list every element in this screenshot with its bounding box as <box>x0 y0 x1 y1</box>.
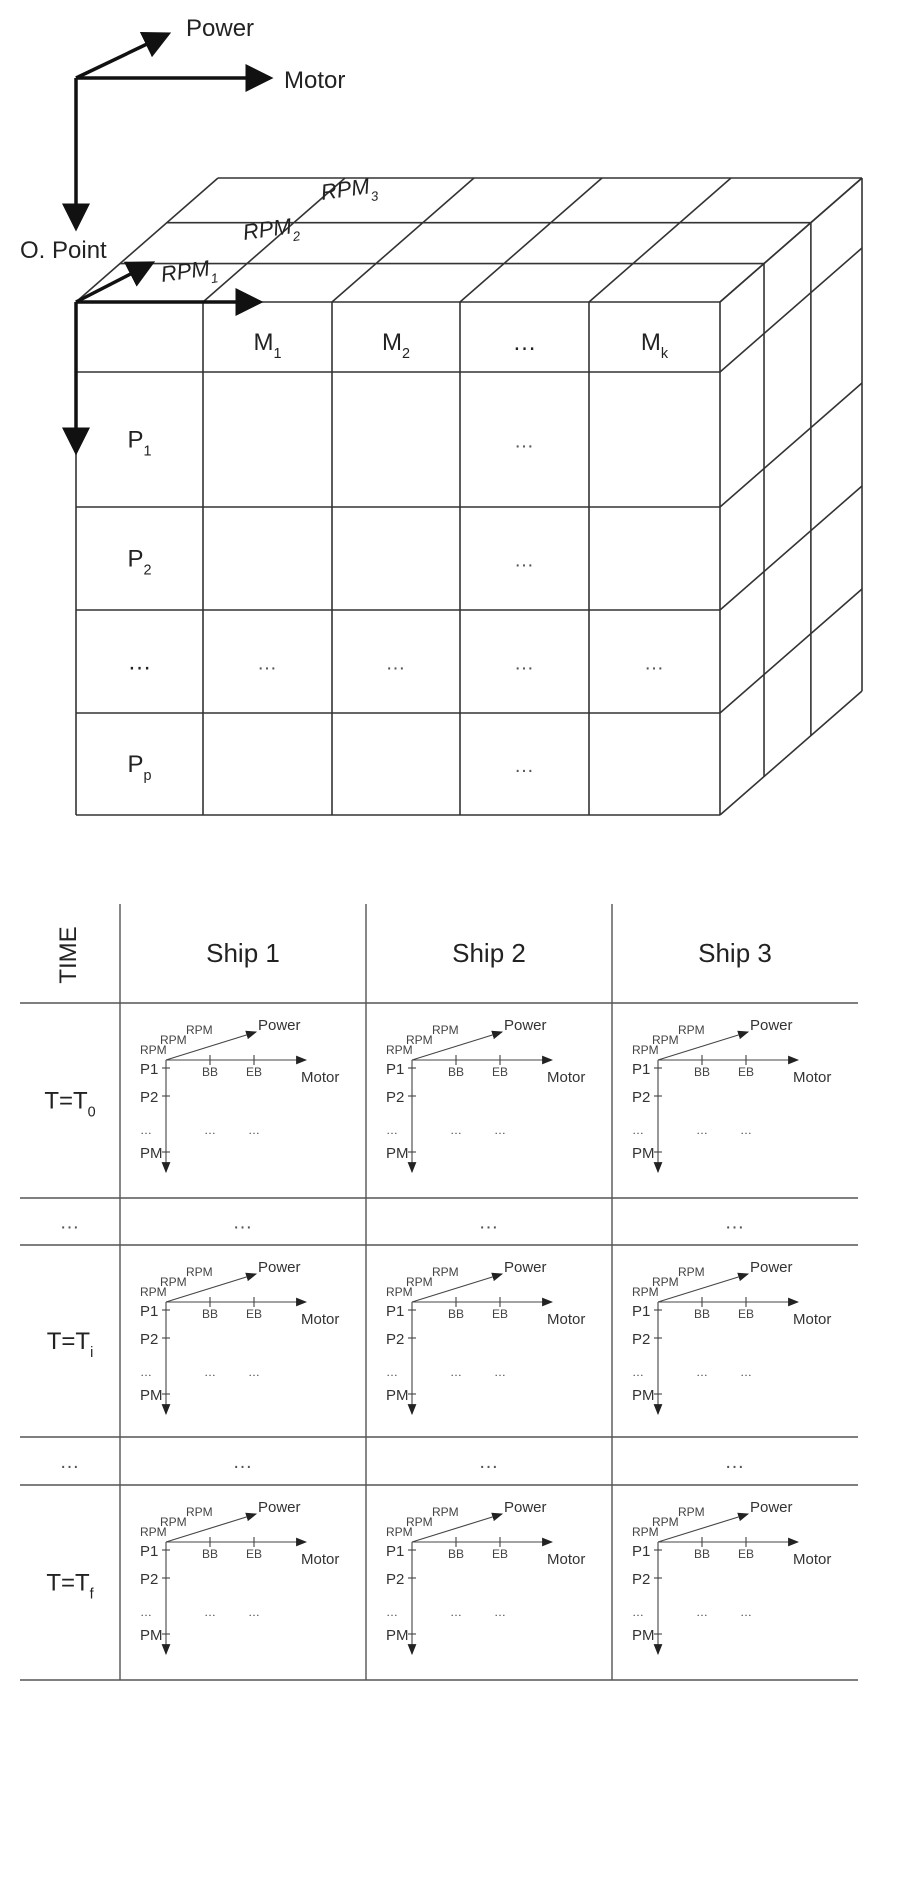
mini-motor-label: Motor <box>547 1551 586 1568</box>
mini-rpm-label: RPM <box>678 1505 705 1519</box>
mini-bb-label: BB <box>201 1065 219 1079</box>
time-label: $T=T_f$ <box>46 1569 94 1603</box>
row-label: … <box>127 648 152 676</box>
mini-axes-diagram <box>632 1259 831 1414</box>
mini-eb-label: EB <box>737 1547 755 1561</box>
mini-motor-label: Motor <box>793 1311 832 1328</box>
cube-top-depth-line <box>589 178 731 302</box>
ship-header: Ship 1 <box>206 938 280 968</box>
mini-rpm-label: RPM <box>140 1043 167 1057</box>
table-dots-cell: … <box>478 1211 500 1234</box>
mini-dots: … <box>450 1605 462 1619</box>
mini-motor-label: Motor <box>301 1069 340 1086</box>
mini-motor-label: Motor <box>547 1069 586 1086</box>
mini-dots: … <box>248 1365 260 1379</box>
mini-eb-label: EB <box>737 1307 755 1321</box>
mini-p-label: P2 <box>632 1331 651 1348</box>
power-axis-label: Power <box>186 15 255 42</box>
mini-power-label: Power <box>750 1499 793 1516</box>
power-axis-arrow <box>76 34 168 78</box>
mini-bb-label: BB <box>201 1547 219 1561</box>
mini-power-label: Power <box>258 1499 301 1516</box>
mini-dots: … <box>696 1365 708 1379</box>
mini-p-label: … <box>386 1365 398 1379</box>
time-dots: … <box>59 1211 81 1234</box>
mini-rpm-label: RPM <box>186 1023 213 1037</box>
cube-right-depth-line <box>720 589 862 713</box>
mini-p-label: PM <box>140 1627 163 1644</box>
mini-bb-label: BB <box>201 1307 219 1321</box>
mini-rpm-label: RPM <box>186 1265 213 1279</box>
cube-cell: … <box>514 430 535 453</box>
mini-dots: … <box>494 1605 506 1619</box>
rpm-layer-label: $RPM_1$ <box>159 255 220 287</box>
mini-p-label: P1 <box>632 1303 651 1320</box>
mini-motor-label: Motor <box>793 1069 832 1086</box>
mini-axes-diagram <box>386 1499 585 1654</box>
mini-p-label: P2 <box>140 1089 159 1106</box>
mini-bb-label: BB <box>693 1065 711 1079</box>
mini-p-label: P1 <box>140 1303 159 1320</box>
table-dots-cell: … <box>232 1211 254 1234</box>
mini-dots: … <box>740 1605 752 1619</box>
mini-p-label: P1 <box>632 1061 651 1078</box>
mini-bb-label: BB <box>693 1307 711 1321</box>
mini-eb-label: EB <box>737 1065 755 1079</box>
mini-p-label: P1 <box>140 1061 159 1078</box>
mini-p-label: … <box>140 1605 152 1619</box>
mini-rpm-label: RPM <box>406 1515 433 1529</box>
mini-bb-label: BB <box>447 1547 465 1561</box>
mini-eb-label: EB <box>491 1547 509 1561</box>
mini-power-label: Power <box>504 1017 547 1034</box>
table-dots-cell: … <box>232 1451 254 1473</box>
cube-cell: … <box>644 652 665 675</box>
mini-dots: … <box>450 1365 462 1379</box>
mini-axes-diagram <box>140 1017 339 1172</box>
mini-motor-label: Motor <box>547 1311 586 1328</box>
time-dots: … <box>59 1451 81 1473</box>
mini-motor-label: Motor <box>793 1551 832 1568</box>
mini-p-label: P1 <box>386 1061 405 1078</box>
mini-power-label: Power <box>504 1259 547 1276</box>
mini-p-label: PM <box>632 1145 655 1162</box>
mini-power-label: Power <box>258 1017 301 1034</box>
mini-dots: … <box>450 1123 462 1137</box>
mini-p-label: P2 <box>632 1089 651 1106</box>
motor-axis-label: Motor <box>284 67 346 94</box>
row-label: $P_2$ <box>127 545 152 579</box>
mini-eb-label: EB <box>245 1065 263 1079</box>
cube-cell: … <box>514 755 535 777</box>
mini-rpm-label: RPM <box>160 1515 187 1529</box>
mini-p-label: … <box>632 1605 644 1619</box>
cube-right-depth-line <box>720 691 862 815</box>
mini-rpm-label: RPM <box>160 1275 187 1289</box>
mini-dots: … <box>494 1365 506 1379</box>
rpm-layer-label: $RPM_2$ <box>241 213 302 245</box>
mini-p-label: P1 <box>386 1303 405 1320</box>
mini-p-label: … <box>632 1365 644 1379</box>
mini-p-label: P2 <box>386 1089 405 1106</box>
mini-dots: … <box>204 1365 216 1379</box>
row-label: $P_p$ <box>127 751 152 784</box>
top-axes <box>20 15 345 264</box>
mini-dots: … <box>248 1123 260 1137</box>
time-label: $T=T_0$ <box>44 1087 96 1121</box>
mini-p-label: P2 <box>386 1331 405 1348</box>
mini-p-label: PM <box>632 1387 655 1404</box>
cube-cell: … <box>385 652 407 675</box>
o-point-axis-label: O. Point <box>20 237 107 264</box>
column-header: … <box>512 329 537 356</box>
column-header: $M_1$ <box>253 329 282 362</box>
mini-bb-label: BB <box>693 1547 711 1561</box>
mini-dots: … <box>740 1123 752 1137</box>
mini-power-label: Power <box>750 1259 793 1276</box>
mini-p-label: P2 <box>140 1571 159 1588</box>
mini-eb-label: EB <box>245 1547 263 1561</box>
cube-cell: … <box>514 549 535 572</box>
mini-rpm-label: RPM <box>678 1265 705 1279</box>
mini-bb-label: BB <box>447 1307 465 1321</box>
time-header: TIME <box>55 926 82 984</box>
mini-motor-label: Motor <box>301 1551 340 1568</box>
cube-cell: … <box>514 652 535 675</box>
cube-right-depth-line <box>720 383 862 507</box>
cube-diagram <box>76 172 862 815</box>
mini-rpm-label: RPM <box>406 1275 433 1289</box>
mini-p-label: P1 <box>632 1543 651 1560</box>
mini-p-label: PM <box>632 1627 655 1644</box>
mini-rpm-label: RPM <box>432 1023 459 1037</box>
cube-right-depth-line <box>720 178 862 302</box>
mini-eb-label: EB <box>491 1307 509 1321</box>
mini-axes-diagram <box>632 1499 831 1654</box>
mini-rpm-label: RPM <box>632 1285 659 1299</box>
mini-eb-label: EB <box>245 1307 263 1321</box>
mini-rpm-label: RPM <box>632 1525 659 1539</box>
mini-p-label: PM <box>386 1145 409 1162</box>
mini-rpm-label: RPM <box>160 1033 187 1047</box>
mini-dots: … <box>696 1605 708 1619</box>
mini-rpm-label: RPM <box>432 1265 459 1279</box>
mini-dots: … <box>248 1605 260 1619</box>
mini-p-label: P1 <box>140 1543 159 1560</box>
mini-p-label: P2 <box>140 1331 159 1348</box>
mini-dots: … <box>696 1123 708 1137</box>
mini-rpm-label: RPM <box>678 1023 705 1037</box>
mini-p-label: … <box>140 1123 152 1137</box>
mini-p-label: PM <box>140 1387 163 1404</box>
mini-p-label: P2 <box>632 1571 651 1588</box>
cube-right-depth-line <box>720 486 862 610</box>
mini-rpm-label: RPM <box>652 1275 679 1289</box>
mini-axes-diagram <box>386 1259 585 1414</box>
mini-rpm-label: RPM <box>386 1525 413 1539</box>
table-dots-cell: … <box>724 1211 746 1234</box>
mini-rpm-label: RPM <box>386 1285 413 1299</box>
row-label: $P_1$ <box>127 426 152 460</box>
mini-rpm-label: RPM <box>652 1515 679 1529</box>
mini-rpm-label: RPM <box>652 1033 679 1047</box>
time-label: $T=T_i$ <box>46 1328 94 1361</box>
mini-p-label: PM <box>386 1627 409 1644</box>
mini-p-label: … <box>386 1605 398 1619</box>
column-header: $M_2$ <box>381 329 411 362</box>
mini-power-label: Power <box>504 1499 547 1516</box>
cube-cell: … <box>257 652 278 675</box>
mini-power-label: Power <box>750 1017 793 1034</box>
ship-header: Ship 3 <box>698 938 772 968</box>
mini-power-label: Power <box>258 1259 301 1276</box>
mini-axes-diagram <box>386 1017 585 1172</box>
mini-axes-diagram <box>140 1259 339 1414</box>
mini-dots: … <box>204 1123 216 1137</box>
ship-time-table <box>20 904 858 1680</box>
mini-bb-label: BB <box>447 1065 465 1079</box>
mini-p-label: P2 <box>386 1571 405 1588</box>
mini-p-label: P1 <box>386 1543 405 1560</box>
mini-p-label: … <box>632 1123 644 1137</box>
mini-rpm-label: RPM <box>140 1285 167 1299</box>
rpm-layer-label: $RPM_3$ <box>319 173 380 205</box>
mini-dots: … <box>740 1365 752 1379</box>
mini-p-label: PM <box>140 1145 163 1162</box>
mini-p-label: … <box>140 1365 152 1379</box>
mini-dots: … <box>494 1123 506 1137</box>
mini-axes-diagram <box>140 1499 339 1654</box>
mini-motor-label: Motor <box>301 1311 340 1328</box>
mini-rpm-label: RPM <box>406 1033 433 1047</box>
cube-right-depth-line <box>720 248 862 372</box>
mini-axes-diagram <box>632 1017 831 1172</box>
mini-eb-label: EB <box>491 1065 509 1079</box>
mini-rpm-label: RPM <box>632 1043 659 1057</box>
cube-top-depth-line <box>460 178 602 302</box>
mini-p-label: … <box>386 1123 398 1137</box>
table-dots-cell: … <box>478 1451 500 1473</box>
mini-rpm-label: RPM <box>432 1505 459 1519</box>
mini-rpm-label: RPM <box>386 1043 413 1057</box>
mini-rpm-label: RPM <box>186 1505 213 1519</box>
column-header: $M_k$ <box>640 329 669 362</box>
ship-header: Ship 2 <box>452 938 526 968</box>
mini-p-label: PM <box>386 1387 409 1404</box>
mini-dots: … <box>204 1605 216 1619</box>
table-dots-cell: … <box>724 1451 746 1473</box>
mini-rpm-label: RPM <box>140 1525 167 1539</box>
